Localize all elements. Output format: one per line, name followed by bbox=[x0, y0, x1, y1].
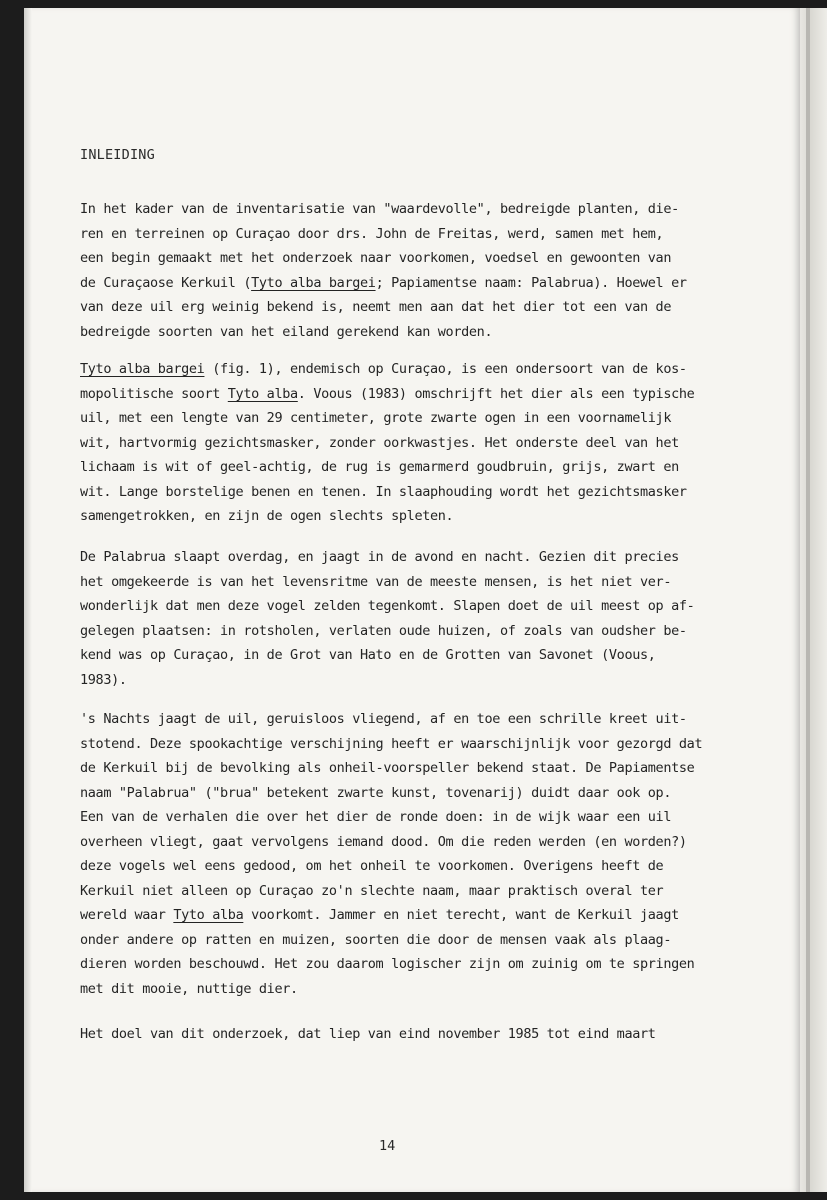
text-line: ren en terreinen op Curaçao door drs. John de Freitas, werd, samen met hem, bbox=[80, 225, 664, 242]
paragraph-4 bbox=[80, 707, 744, 1001]
text-line: met dit mooie, nuttige dier. bbox=[80, 980, 298, 997]
paragraph-3 bbox=[80, 545, 744, 692]
text-line: het omgekeerde is van het levensritme van de meeste mensen, is het niet ver- bbox=[80, 573, 672, 590]
text-line: De Palabrua slaapt overdag, en jaagt in de avond en nacht. Gezien dit precies bbox=[80, 549, 679, 565]
text-run: mopolitische soort bbox=[80, 385, 228, 402]
text-line: dieren worden beschouwd. Het zou daarom logischer zijn om zuinig om te springen bbox=[80, 956, 695, 972]
paragraph-2 bbox=[80, 357, 744, 529]
text-line: onder andere op ratten en muizen, soorten die door de mensen vaak als plaag- bbox=[80, 931, 672, 948]
text-run: ; Papiamentse naam: Palabrua). Hoewel er bbox=[375, 274, 687, 291]
text-line: stotend. Deze spookachtige verschijning heeft er waarschijnlijk voor gezorgd dat bbox=[80, 735, 703, 752]
text-line: lichaam is wit of geel-achtig, de rug is gemarmerd goudbruin, grijs, zwart en bbox=[80, 459, 679, 475]
paragraph-1 bbox=[80, 197, 744, 344]
text-run: wereld waar bbox=[80, 907, 174, 923]
text-line: gelegen plaatsen: in rotsholen, verlaten oude huizen, of zoals van oudsher be- bbox=[80, 622, 687, 639]
text-line: deze vogels wel eens gedood, om het onheil te voorkomen. Overigens heeft de bbox=[80, 858, 664, 874]
text-line: samengetrokken, en zijn de ogen slechts spleten. bbox=[80, 508, 454, 524]
page-edge-shadow bbox=[806, 8, 810, 1192]
text-run: . Voous (1983) omschrijft het dier als een typische bbox=[297, 385, 695, 402]
text-run: voorkomt. Jammer en niet terecht, want de Kerkuil jaagt bbox=[243, 907, 679, 923]
text-line: naam "Palabrua" ("brua" betekent zwarte kunst, tovenarij) duidt daar ook op. bbox=[80, 784, 672, 801]
section-heading: INLEIDING bbox=[80, 147, 155, 163]
paragraph-5 bbox=[80, 1022, 744, 1047]
text-line: wit. Lange borstelige benen en tenen. In slaaphouding wordt het gezichtsmasker bbox=[80, 483, 687, 500]
text-line: wit, hartvormig gezichtsmasker, zonder oorkwastjes. Het onderste deel van het bbox=[80, 434, 679, 451]
text-line: In het kader van de inventarisatie van "waardevolle", bedreigde planten, die- bbox=[80, 201, 679, 217]
text-line bbox=[80, 357, 744, 382]
text-line: de Kerkuil bij de bevolking als onheil-voorspeller bekend staat. De Papiamentse bbox=[80, 760, 695, 776]
species-name: Tyto alba bargei bbox=[80, 361, 205, 377]
text-line: overheen vliegt, gaat vervolgens iemand dood. Om die reden werden (en worden?) bbox=[80, 833, 687, 850]
text-line: 's Nachts jaagt de uil, geruisloos vliegend, af en toe een schrille kreet uit- bbox=[80, 711, 687, 727]
text-line bbox=[80, 903, 744, 928]
page-spine-shadow bbox=[24, 8, 32, 1192]
text-line: Een van de verhalen die over het dier de ronde doen: in de wijk waar een uil bbox=[80, 809, 672, 825]
text-run: (fig. 1), endemisch op Curaçao, is een ondersoort van de kos- bbox=[204, 361, 687, 377]
text-line: Kerkuil niet alleen op Curaçao zo'n slechte naam, maar praktisch overal ter bbox=[80, 882, 664, 899]
text-line: een begin gemaakt met het onderzoek naar voorkomen, voedsel en gewoonten van bbox=[80, 250, 672, 266]
species-name: Tyto alba bargei bbox=[251, 274, 376, 291]
page-stack-edge bbox=[800, 8, 827, 1192]
species-name: Tyto alba bbox=[173, 907, 244, 923]
text-line bbox=[80, 271, 744, 296]
page-number: 14 bbox=[379, 1138, 396, 1154]
text-line: 1983). bbox=[80, 671, 127, 688]
text-run: de Curaçaose Kerkuil ( bbox=[80, 274, 252, 291]
text-line: Het doel van dit onderzoek, dat liep van eind november 1985 tot eind maart bbox=[80, 1026, 656, 1042]
text-line: bedreigde soorten van het eiland gerekend kan worden. bbox=[80, 323, 493, 340]
species-name: Tyto alba bbox=[227, 385, 298, 402]
text-line: wonderlijk dat men deze vogel zelden tegenkomt. Slapen doet de uil meest op af- bbox=[80, 598, 695, 614]
text-line: uil, met een lengte van 29 centimeter, grote zwarte ogen in een voornamelijk bbox=[80, 410, 672, 426]
text-line: van deze uil erg weinig bekend is, neemt men aan dat het dier tot een van de bbox=[80, 299, 672, 315]
text-line: kend was op Curaçao, in de Grot van Hato en de Grotten van Savonet (Voous, bbox=[80, 647, 656, 663]
text-line bbox=[80, 382, 744, 407]
